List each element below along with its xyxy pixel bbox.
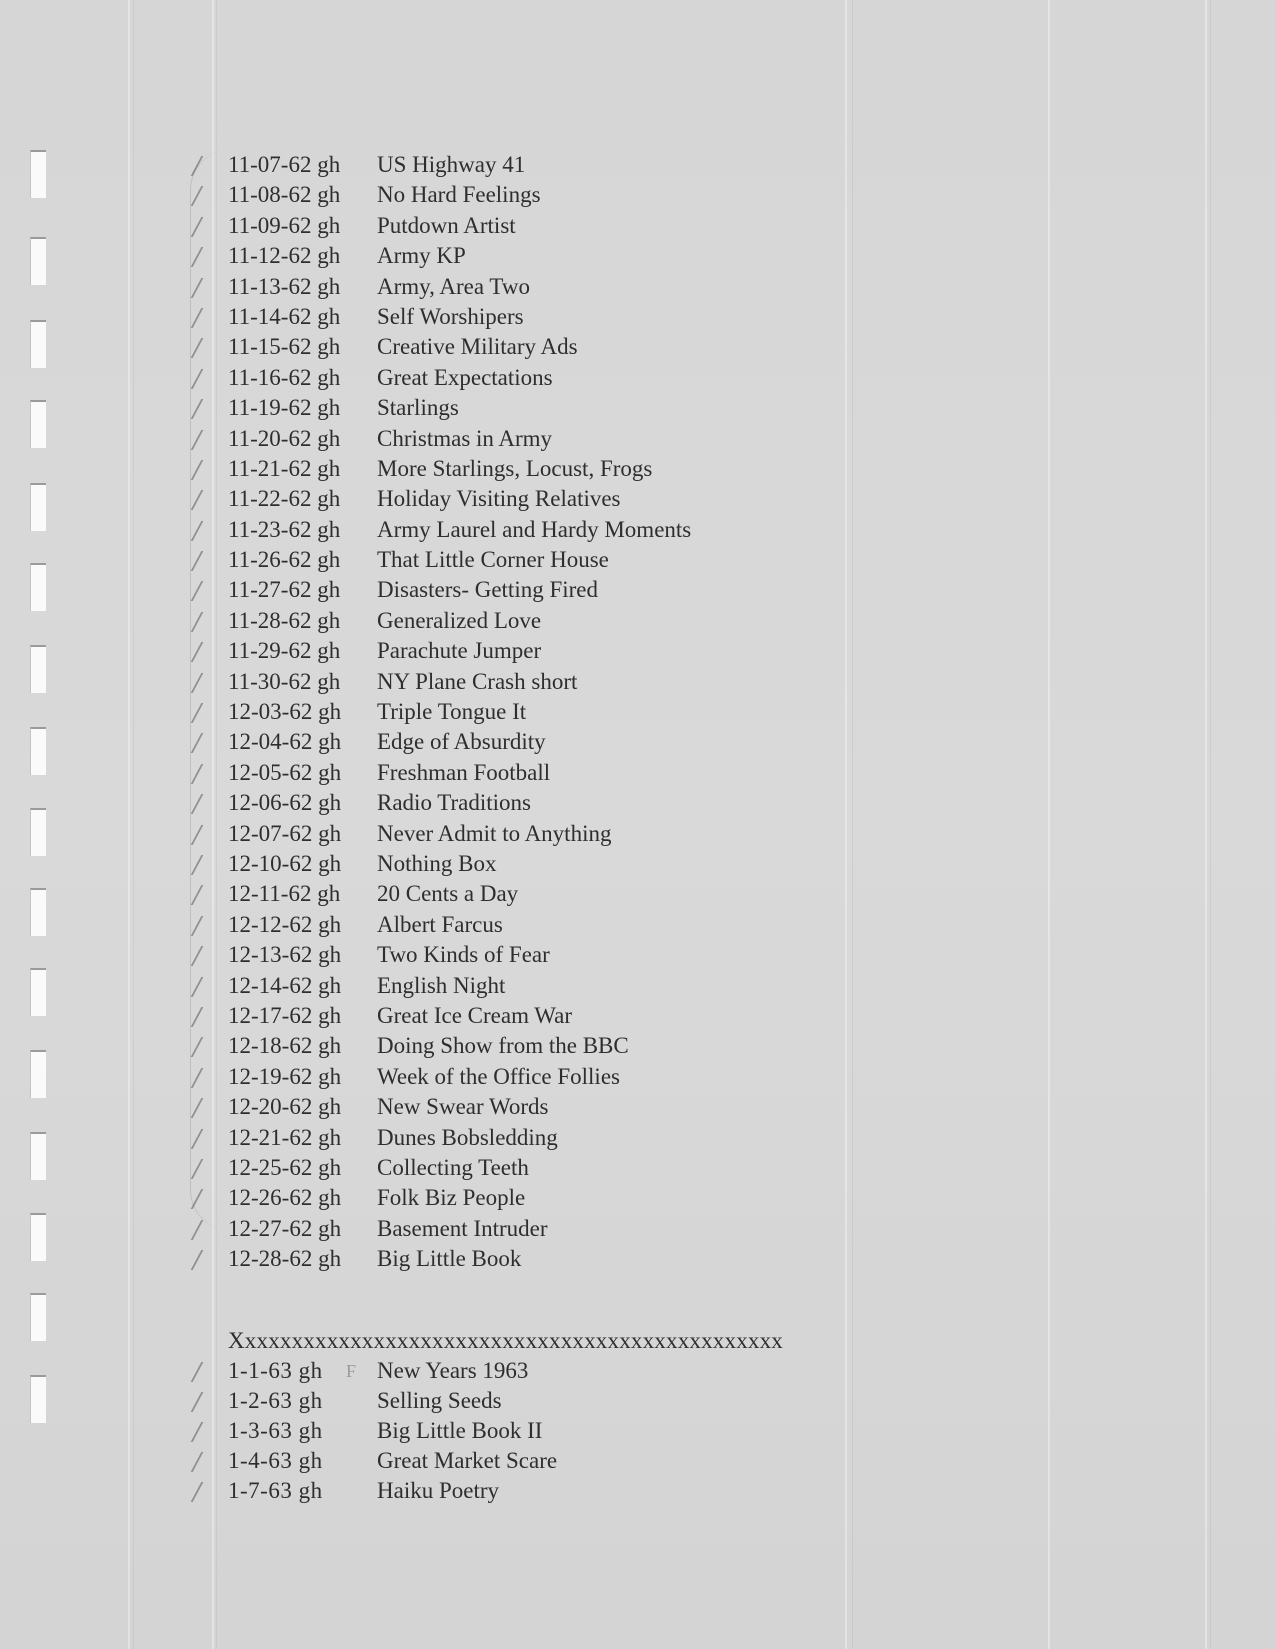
entry-date: 12-26-62 gh bbox=[228, 1185, 342, 1211]
check-mark-icon bbox=[185, 642, 204, 662]
entry-title: Freshman Football bbox=[377, 759, 551, 785]
log-entry bbox=[200, 910, 960, 940]
log-entry bbox=[200, 575, 960, 605]
entry-title: Great Ice Cream War bbox=[377, 1002, 573, 1028]
binder-hole bbox=[30, 1132, 46, 1180]
check-mark-icon bbox=[185, 885, 204, 905]
entry-date: 11-29-62 gh bbox=[228, 638, 341, 664]
entry-date: 11-21-62 gh bbox=[228, 455, 341, 481]
entry-date: 1-2-63 gh bbox=[228, 1388, 323, 1414]
entry-title: NY Plane Crash short bbox=[377, 668, 578, 694]
log-entry bbox=[200, 484, 960, 514]
log-entry bbox=[200, 1123, 960, 1153]
check-mark-icon bbox=[185, 369, 204, 389]
log-entry bbox=[200, 1356, 960, 1386]
log-entry bbox=[200, 971, 960, 1001]
entry-date: 12-27-62 gh bbox=[228, 1215, 342, 1241]
binder-hole bbox=[30, 1293, 46, 1341]
entry-date: 12-21-62 gh bbox=[228, 1124, 342, 1150]
entry-date: 12-12-62 gh bbox=[228, 911, 342, 937]
entry-date: 12-05-62 gh bbox=[228, 759, 342, 785]
entry-date: 11-22-62 gh bbox=[228, 486, 341, 512]
entry-title: Holiday Visiting Relatives bbox=[377, 486, 621, 512]
check-mark-icon bbox=[185, 916, 204, 936]
binder-hole bbox=[30, 968, 46, 1016]
entry-title: Week of the Office Follies bbox=[377, 1063, 620, 1089]
check-mark-icon bbox=[185, 1037, 204, 1057]
entry-date: 12-11-62 gh bbox=[228, 881, 341, 907]
check-mark-icon bbox=[185, 764, 204, 784]
log-entry bbox=[200, 211, 960, 241]
entry-date: 12-06-62 gh bbox=[228, 790, 342, 816]
log-entry bbox=[200, 180, 960, 210]
check-mark-icon bbox=[185, 1362, 204, 1382]
check-mark-icon bbox=[185, 855, 204, 875]
entry-date: 12-13-62 gh bbox=[228, 942, 342, 968]
check-mark-icon bbox=[185, 186, 204, 206]
entry-title: Never Admit to Anything bbox=[377, 820, 612, 846]
entry-title: Army, Area Two bbox=[377, 273, 530, 299]
entry-title: English Night bbox=[377, 972, 506, 998]
scan-streak bbox=[133, 0, 134, 1649]
entry-title: Basement Intruder bbox=[377, 1215, 548, 1241]
entry-date: 11-27-62 gh bbox=[228, 577, 341, 603]
binder-hole bbox=[30, 645, 46, 693]
log-entry bbox=[200, 515, 960, 545]
entry-date: 1-7-63 gh bbox=[228, 1478, 323, 1504]
check-mark-icon bbox=[185, 581, 204, 601]
entry-title: Great Market Scare bbox=[377, 1448, 558, 1474]
binder-hole bbox=[30, 1050, 46, 1098]
check-mark-icon bbox=[185, 1422, 204, 1442]
entries-1962 bbox=[200, 150, 960, 1274]
binder-hole bbox=[30, 320, 46, 368]
entry-title: Nothing Box bbox=[377, 850, 497, 876]
entry-date: 1-3-63 gh bbox=[228, 1418, 323, 1444]
entry-date: 12-20-62 gh bbox=[228, 1094, 342, 1120]
entry-date: 11-14-62 gh bbox=[228, 303, 341, 329]
entry-title: More Starlings, Locust, Frogs bbox=[377, 455, 653, 481]
separator-line: Xxxxxxxxxxxxxxxxxxxxxxxxxxxxxxxxxxxxxxxxxxxxxxx bbox=[228, 1328, 784, 1354]
scan-streak bbox=[1205, 0, 1207, 1649]
log-entry bbox=[200, 363, 960, 393]
entry-title: Army KP bbox=[377, 243, 466, 269]
entry-date: 11-26-62 gh bbox=[228, 547, 341, 573]
check-mark-icon bbox=[185, 308, 204, 328]
binder-hole bbox=[30, 1213, 46, 1261]
check-mark-icon bbox=[185, 1220, 204, 1240]
log-entry bbox=[200, 272, 960, 302]
log-entry bbox=[200, 150, 960, 180]
check-mark-icon bbox=[185, 521, 204, 541]
entry-date: 1-1-63 gh bbox=[228, 1358, 323, 1384]
log-entry bbox=[200, 332, 960, 362]
entry-date: 11-09-62 gh bbox=[228, 212, 341, 238]
handwritten-mark: F bbox=[346, 1361, 357, 1382]
entry-title: Self Worshipers bbox=[377, 303, 524, 329]
log-entry bbox=[200, 606, 960, 636]
entry-title: Big Little Book bbox=[377, 1246, 522, 1272]
check-mark-icon bbox=[185, 1159, 204, 1179]
binder-hole bbox=[30, 400, 46, 448]
scan-streak bbox=[128, 0, 130, 1649]
entry-title: 20 Cents a Day bbox=[377, 881, 519, 907]
log-entry bbox=[200, 1092, 960, 1122]
log-entry bbox=[200, 879, 960, 909]
check-mark-icon bbox=[185, 217, 204, 237]
log-list bbox=[200, 150, 960, 1506]
entry-title: Triple Tongue It bbox=[377, 699, 527, 725]
log-entry bbox=[200, 1031, 960, 1061]
log-entry bbox=[200, 1416, 960, 1446]
entry-title: Putdown Artist bbox=[377, 212, 516, 238]
binder-hole bbox=[30, 888, 46, 936]
log-entry bbox=[200, 667, 960, 697]
entry-date: 11-30-62 gh bbox=[228, 668, 341, 694]
entry-title: New Years 1963 bbox=[377, 1358, 529, 1384]
entry-title: Two Kinds of Fear bbox=[377, 942, 550, 968]
entry-date: 11-19-62 gh bbox=[228, 395, 341, 421]
check-mark-icon bbox=[185, 946, 204, 966]
log-entry bbox=[200, 241, 960, 271]
check-mark-icon bbox=[185, 1068, 204, 1088]
check-mark-icon bbox=[185, 612, 204, 632]
check-mark-icon bbox=[185, 430, 204, 450]
entry-title: Big Little Book II bbox=[377, 1418, 543, 1444]
check-mark-icon bbox=[185, 977, 204, 997]
entry-title: Disasters- Getting Fired bbox=[377, 577, 599, 603]
entry-title: Folk Biz People bbox=[377, 1185, 526, 1211]
entry-title: Starlings bbox=[377, 395, 459, 421]
entry-date: 11-28-62 gh bbox=[228, 607, 341, 633]
check-mark-icon bbox=[185, 703, 204, 723]
entry-title: No Hard Feelings bbox=[377, 182, 541, 208]
log-entry bbox=[200, 1183, 960, 1213]
check-mark-icon bbox=[185, 490, 204, 510]
entry-date: 11-20-62 gh bbox=[228, 425, 341, 451]
check-mark-icon bbox=[185, 551, 204, 571]
log-entry bbox=[200, 545, 960, 575]
entry-title: Edge of Absurdity bbox=[377, 729, 546, 755]
entry-date: 11-16-62 gh bbox=[228, 364, 341, 390]
check-mark-icon bbox=[185, 1250, 204, 1270]
check-mark-icon bbox=[185, 825, 204, 845]
entry-title: Generalized Love bbox=[377, 607, 542, 633]
entry-date: 12-17-62 gh bbox=[228, 1002, 342, 1028]
entry-title: Haiku Poetry bbox=[377, 1478, 500, 1504]
log-entry bbox=[200, 424, 960, 454]
entry-title: Dunes Bobsledding bbox=[377, 1124, 558, 1150]
log-entry bbox=[200, 1244, 960, 1274]
log-entry bbox=[200, 1476, 960, 1506]
entry-date: 11-13-62 gh bbox=[228, 273, 341, 299]
log-entry bbox=[200, 302, 960, 332]
binder-hole bbox=[30, 563, 46, 611]
check-mark-icon bbox=[185, 1482, 204, 1502]
log-entry bbox=[200, 697, 960, 727]
scan-streak bbox=[1048, 0, 1050, 1649]
entry-title: Creative Military Ads bbox=[377, 334, 578, 360]
entry-title: Great Expectations bbox=[377, 364, 553, 390]
check-mark-icon bbox=[185, 1129, 204, 1149]
entry-date: 12-07-62 gh bbox=[228, 820, 342, 846]
check-mark-icon bbox=[185, 673, 204, 693]
check-mark-icon bbox=[185, 1098, 204, 1118]
check-mark-icon bbox=[185, 247, 204, 267]
log-entry bbox=[200, 1214, 960, 1244]
entry-date: 12-04-62 gh bbox=[228, 729, 342, 755]
entry-date: 11-23-62 gh bbox=[228, 516, 341, 542]
log-entry bbox=[200, 1446, 960, 1476]
entry-date: 1-4-63 gh bbox=[228, 1448, 323, 1474]
entry-date: 12-28-62 gh bbox=[228, 1246, 342, 1272]
log-entry bbox=[200, 1001, 960, 1031]
check-mark-icon bbox=[185, 399, 204, 419]
log-entry bbox=[200, 819, 960, 849]
check-mark-icon bbox=[185, 1392, 204, 1412]
entry-date: 12-25-62 gh bbox=[228, 1154, 342, 1180]
check-mark-icon bbox=[185, 733, 204, 753]
entry-title: Selling Seeds bbox=[377, 1388, 502, 1414]
entry-date: 12-14-62 gh bbox=[228, 972, 342, 998]
check-mark-icon bbox=[185, 794, 204, 814]
binder-hole bbox=[30, 1375, 46, 1423]
entry-title: That Little Corner House bbox=[377, 547, 609, 573]
binder-hole bbox=[30, 808, 46, 856]
log-entry bbox=[200, 1153, 960, 1183]
binder-hole bbox=[30, 727, 46, 775]
check-mark-icon bbox=[185, 1452, 204, 1472]
entry-title: New Swear Words bbox=[377, 1094, 549, 1120]
entry-date: 11-08-62 gh bbox=[228, 182, 341, 208]
entry-date: 12-18-62 gh bbox=[228, 1033, 342, 1059]
entry-date: 12-19-62 gh bbox=[228, 1063, 342, 1089]
log-entry bbox=[200, 393, 960, 423]
binder-holes bbox=[30, 0, 50, 1649]
check-mark-icon bbox=[185, 1189, 204, 1209]
entry-title: Albert Farcus bbox=[377, 911, 503, 937]
log-entry bbox=[200, 636, 960, 666]
log-entry bbox=[200, 727, 960, 757]
entries-1963 bbox=[200, 1356, 960, 1506]
log-entry bbox=[200, 849, 960, 879]
log-entry bbox=[200, 788, 960, 818]
log-entry bbox=[200, 454, 960, 484]
binder-hole bbox=[30, 237, 46, 285]
check-mark-icon bbox=[185, 1007, 204, 1027]
log-entry bbox=[200, 758, 960, 788]
check-mark-icon bbox=[185, 460, 204, 480]
check-mark-icon bbox=[185, 156, 204, 176]
entry-date: 12-03-62 gh bbox=[228, 699, 342, 725]
log-entry bbox=[200, 940, 960, 970]
entry-title: Radio Traditions bbox=[377, 790, 532, 816]
check-mark-icon bbox=[185, 338, 204, 358]
binder-hole bbox=[30, 483, 46, 531]
entry-title: US Highway 41 bbox=[377, 152, 526, 177]
log-entry bbox=[200, 1386, 960, 1416]
entry-title: Doing Show from the BBC bbox=[377, 1033, 629, 1059]
entry-title: Parachute Jumper bbox=[377, 638, 542, 664]
entry-date: 11-15-62 gh bbox=[228, 334, 341, 360]
entry-title: Christmas in Army bbox=[377, 425, 553, 451]
binder-hole bbox=[30, 150, 46, 198]
entry-date: 12-10-62 gh bbox=[228, 850, 342, 876]
entry-date: 11-07-62 gh bbox=[228, 152, 341, 177]
log-entry bbox=[200, 1062, 960, 1092]
entry-date: 11-12-62 gh bbox=[228, 243, 341, 269]
check-mark-icon bbox=[185, 278, 204, 298]
scan-streak bbox=[1210, 0, 1211, 1649]
entry-title: Army Laurel and Hardy Moments bbox=[377, 516, 692, 542]
entry-title: Collecting Teeth bbox=[377, 1154, 529, 1180]
